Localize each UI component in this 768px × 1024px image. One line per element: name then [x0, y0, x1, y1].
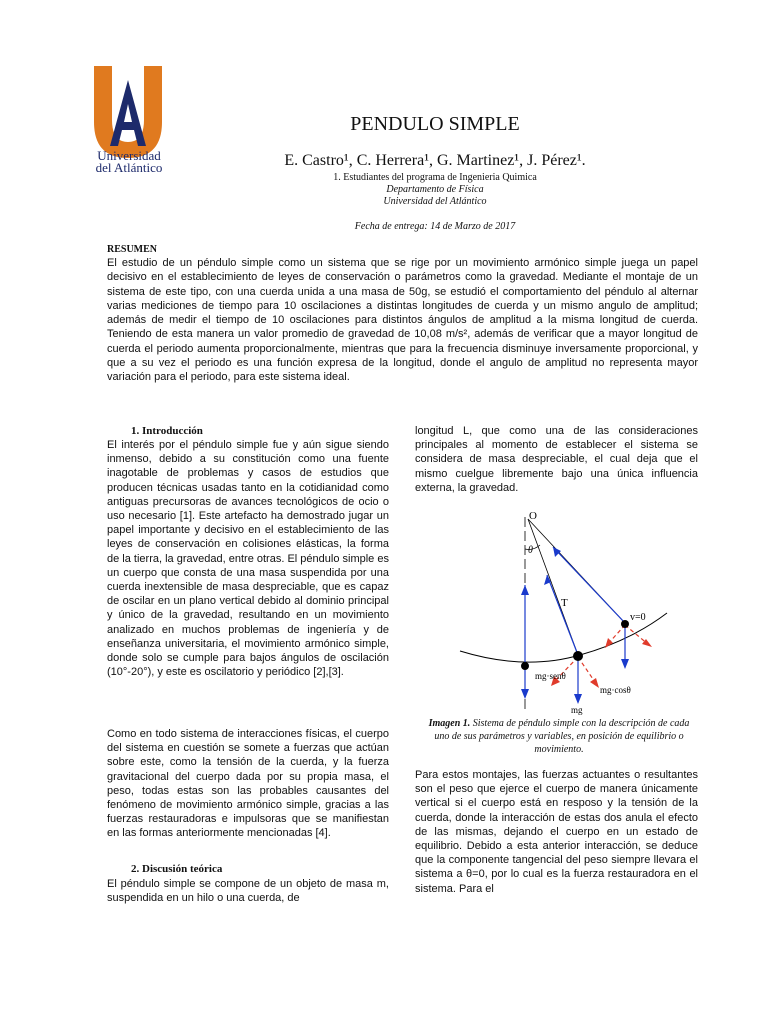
angle-label: θ	[528, 545, 533, 556]
abstract-heading: RESUMEN	[107, 244, 158, 255]
theory-heading	[107, 862, 389, 876]
right-paragraph-top: longitud L, que como una de las consideraciones principales al momento de establecer el sistema se considera de masa despreciable, el cual deja que el mismo cuelgue libremente bajo una única influencia externa, la gravedad.	[415, 425, 698, 494]
weight-label: mg	[571, 705, 583, 715]
logo-line-1: Universidad	[97, 148, 161, 163]
velocity-label: v=0	[630, 612, 646, 623]
university: Universidad del Atlántico	[383, 196, 487, 207]
mass-equilibrium	[521, 662, 529, 670]
mass-mid	[573, 651, 583, 661]
normal-label: mg·cosθ	[600, 685, 631, 695]
abstract-text: El estudio de un péndulo simple como un sistema que se rige por un movimiento armónico simple juega un papel decisivo en el establecimiento de leyes de conservación o parámetros como la gravedad. Mediante el montaje de un sistema de este tipo, con una cuerda unida a una masa de 50g, se estudió el comportamiento del péndulo al alternar varias mediciones de tiempo para 10 oscilaciones a distintas longitudes de cuerda y un mismo angulo de amplitud; además de medir el tiempo de 10 oscilaciones para distintos ángulos de amplitud a la misma longitud de cuerda. Teniendo de esta manera un valor promedio de gravedad de 10,08 m/s², además de verificar que a mayor longitud de cuerda el periodo aumenta proporcionalmente, mientras que para la frecuencia disminuye inversamente proporcional, y que a su vez el periodo es una función expresa de la longitud, donde el angulo de amplitud no representa mayor variación para el periodo, para este sistema ideal.	[107, 257, 698, 384]
caption-text: Sistema de péndulo simple con la descripción de cada uno de sus parámetros y variables, en posición de equilibrio o movimiento.	[434, 718, 690, 755]
tension-label: T	[561, 597, 568, 609]
right-paragraph-bottom: Para estos montajes, las fuerzas actuantes o resultantes son el peso que ejerce el cuerpo de manera únicamente vertical si el cuerpo está en resposo y la tensión de la cuerda, donde la interacción de estas dos anula el efecto de las mismas, dejando el cuerpo en un estado de equilibrio. Debido a esta anterior interacción, se deduce que la componente tangencial del peso siempre llevara el sistema a θ=0, por lo cual es la fuerza restauradora en el sistema. Para el	[415, 769, 698, 895]
affiliation-block	[230, 172, 640, 208]
weight-arrow	[521, 689, 529, 699]
pendulum-figure	[455, 505, 675, 715]
logo-text	[88, 150, 170, 174]
logo-line-2: del Atlántico	[95, 160, 163, 175]
mass-extreme	[621, 620, 629, 628]
tangential-label: mg·senθ	[535, 671, 566, 681]
authors: E. Castro¹, C. Herrera¹, G. Martinez¹, J. Pérez¹.	[284, 152, 586, 169]
submission-date: Fecha de entrega: 14 de Marzo de 2017	[354, 221, 516, 232]
intro-paragraph-1: El interés por el péndulo simple fue y aún sigue siendo inmenso, debido a su constitución como una fuente inagotable de problemas y casos de estudios que producen técnicas usadas tanto en la cotidianidad como antiguas precursoras de avances tecnológicos de ocio o uso necesario [1]. Este artefacto ha demostrado jugar un papel importante y decisivo en el establecimiento de las leyes de conservación en colisiones elásticas, la forma de la tierra, la gravedad, entre otras. El péndulo simple es un cuerpo que consta de una masa suspendida por una cuerda inextensible de masa despreciable, que es capaz de oscilar en un plano vertical debido al dominio principal y único de la gravedad, resultando en un movimiento analizado en muchos problemas de ingeniería y de enseñanza universitaria, el movimiento armónico simple, donde solo se cumple para bajos ángulos de oscilación (10°-20°), y este es oscilatorio y periódico [2],[3].	[107, 439, 389, 679]
theory-heading-text: 2. Discusión teórica	[131, 863, 223, 875]
caption-label: Imagen 1.	[428, 718, 471, 729]
normal-arrow	[590, 678, 599, 688]
theory-paragraph-1: El péndulo simple se compone de un objeto de masa m, suspendida en un hilo o una cuerda, de	[107, 878, 389, 905]
intro-heading	[107, 424, 389, 438]
intro-paragraph-2: Como en todo sistema de interacciones físicas, el cuerpo del sistema en cuestión se somete a fuerzas que actúan sobre este, como la tensión de la cuerda, y la fuerza gravitacional del cuerpo dada por su propia masa, el peso, todas estas son las probables causantes del fenómeno de movimiento armónico simple, gracias a las fuerzas restauradoras e impulsoras que se manifiestan en las formas anteriormente mencionadas [4].	[107, 728, 389, 840]
affiliation: 1. Estudiantes del programa de Ingenieria Quimica	[333, 172, 537, 183]
origin-label: O	[529, 510, 537, 522]
intro-heading-text: 1. Introducción	[131, 425, 203, 437]
figure-caption	[420, 717, 698, 756]
paper-title: PENDULO SIMPLE	[350, 113, 520, 135]
department: Departamento de Física	[386, 184, 484, 195]
